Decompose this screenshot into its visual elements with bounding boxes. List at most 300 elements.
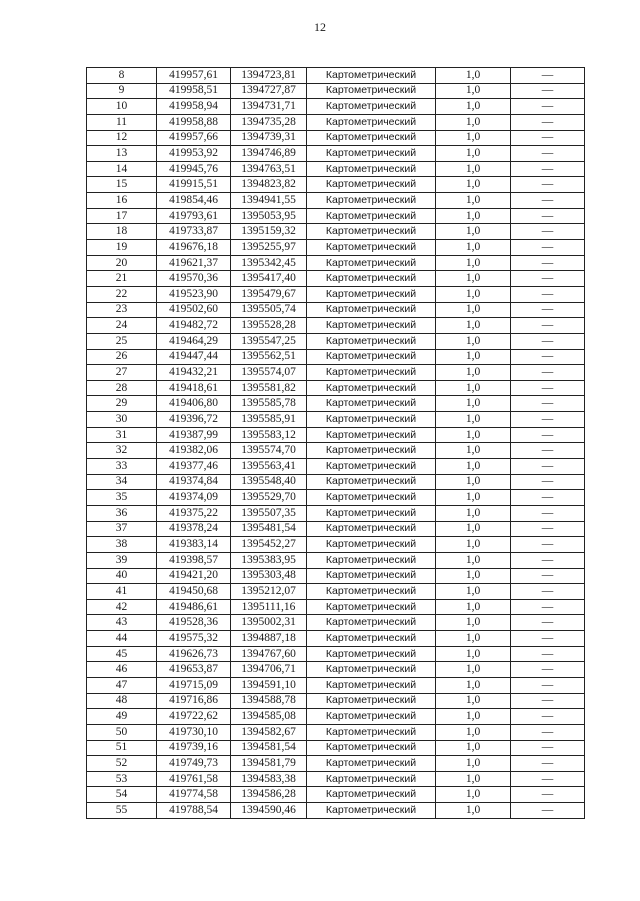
y-coordinate-cell: 1395342,45 xyxy=(231,255,307,271)
point-number-cell: 33 xyxy=(87,459,157,475)
point-number-cell: 26 xyxy=(87,349,157,365)
description-cell: — xyxy=(511,490,585,506)
method-cell: Картометрический xyxy=(307,208,436,224)
point-number-cell: 35 xyxy=(87,490,157,506)
x-coordinate-cell: 419957,66 xyxy=(157,130,231,146)
method-cell: Картометрический xyxy=(307,740,436,756)
x-coordinate-cell: 419406,80 xyxy=(157,396,231,412)
method-cell: Картометрический xyxy=(307,146,436,162)
x-coordinate-cell: 419486,61 xyxy=(157,599,231,615)
description-cell: — xyxy=(511,224,585,240)
y-coordinate-cell: 1394588,78 xyxy=(231,693,307,709)
table-row xyxy=(87,318,585,334)
method-cell: Картометрический xyxy=(307,302,436,318)
description-cell: — xyxy=(511,521,585,537)
method-cell: Картометрический xyxy=(307,459,436,475)
accuracy-cell: 1,0 xyxy=(436,646,511,662)
table-row xyxy=(87,130,585,146)
table-row xyxy=(87,380,585,396)
table-row xyxy=(87,412,585,428)
table-row xyxy=(87,787,585,803)
point-number-cell: 8 xyxy=(87,68,157,84)
point-number-cell: 44 xyxy=(87,631,157,647)
x-coordinate-cell: 419570,36 xyxy=(157,271,231,287)
point-number-cell: 10 xyxy=(87,99,157,115)
table-row xyxy=(87,224,585,240)
accuracy-cell: 1,0 xyxy=(436,271,511,287)
y-coordinate-cell: 1394582,67 xyxy=(231,724,307,740)
x-coordinate-cell: 419774,58 xyxy=(157,787,231,803)
method-cell: Картометрический xyxy=(307,318,436,334)
x-coordinate-cell: 419502,60 xyxy=(157,302,231,318)
accuracy-cell: 1,0 xyxy=(436,552,511,568)
table-row xyxy=(87,396,585,412)
point-number-cell: 54 xyxy=(87,787,157,803)
method-cell: Картометрический xyxy=(307,177,436,193)
table-row xyxy=(87,584,585,600)
x-coordinate-cell: 419464,29 xyxy=(157,333,231,349)
table-row xyxy=(87,693,585,709)
method-cell: Картометрический xyxy=(307,193,436,209)
point-number-cell: 45 xyxy=(87,646,157,662)
table-row xyxy=(87,193,585,209)
table-row xyxy=(87,724,585,740)
accuracy-cell: 1,0 xyxy=(436,474,511,490)
x-coordinate-cell: 419957,61 xyxy=(157,68,231,84)
table-row xyxy=(87,677,585,693)
description-cell: — xyxy=(511,286,585,302)
accuracy-cell: 1,0 xyxy=(436,177,511,193)
accuracy-cell: 1,0 xyxy=(436,631,511,647)
table-row xyxy=(87,521,585,537)
description-cell: — xyxy=(511,365,585,381)
table-row xyxy=(87,709,585,725)
description-cell: — xyxy=(511,333,585,349)
description-cell: — xyxy=(511,756,585,772)
accuracy-cell: 1,0 xyxy=(436,677,511,693)
y-coordinate-cell: 1395255,97 xyxy=(231,240,307,256)
table-row xyxy=(87,177,585,193)
y-coordinate-cell: 1394763,51 xyxy=(231,161,307,177)
description-cell: — xyxy=(511,740,585,756)
description-cell: — xyxy=(511,412,585,428)
method-cell: Картометрический xyxy=(307,615,436,631)
accuracy-cell: 1,0 xyxy=(436,537,511,553)
x-coordinate-cell: 419715,09 xyxy=(157,677,231,693)
point-number-cell: 20 xyxy=(87,255,157,271)
accuracy-cell: 1,0 xyxy=(436,584,511,600)
table-row xyxy=(87,662,585,678)
accuracy-cell: 1,0 xyxy=(436,255,511,271)
y-coordinate-cell: 1394941,55 xyxy=(231,193,307,209)
x-coordinate-cell: 419953,92 xyxy=(157,146,231,162)
table-row xyxy=(87,349,585,365)
coordinates-table xyxy=(86,67,585,819)
method-cell: Картометрический xyxy=(307,568,436,584)
description-cell: — xyxy=(511,646,585,662)
description-cell: — xyxy=(511,724,585,740)
point-number-cell: 42 xyxy=(87,599,157,615)
y-coordinate-cell: 1394731,71 xyxy=(231,99,307,115)
accuracy-cell: 1,0 xyxy=(436,693,511,709)
y-coordinate-cell: 1395452,27 xyxy=(231,537,307,553)
accuracy-cell: 1,0 xyxy=(436,224,511,240)
y-coordinate-cell: 1395053,95 xyxy=(231,208,307,224)
accuracy-cell: 1,0 xyxy=(436,302,511,318)
description-cell: — xyxy=(511,302,585,318)
accuracy-cell: 1,0 xyxy=(436,130,511,146)
x-coordinate-cell: 419958,51 xyxy=(157,83,231,99)
description-cell: — xyxy=(511,803,585,819)
accuracy-cell: 1,0 xyxy=(436,83,511,99)
point-number-cell: 23 xyxy=(87,302,157,318)
method-cell: Картометрический xyxy=(307,161,436,177)
method-cell: Картометрический xyxy=(307,99,436,115)
y-coordinate-cell: 1395111,16 xyxy=(231,599,307,615)
point-number-cell: 32 xyxy=(87,443,157,459)
y-coordinate-cell: 1394581,79 xyxy=(231,756,307,772)
y-coordinate-cell: 1394591,10 xyxy=(231,677,307,693)
x-coordinate-cell: 419788,54 xyxy=(157,803,231,819)
x-coordinate-cell: 419621,37 xyxy=(157,255,231,271)
accuracy-cell: 1,0 xyxy=(436,443,511,459)
x-coordinate-cell: 419528,36 xyxy=(157,615,231,631)
description-cell: — xyxy=(511,99,585,115)
point-number-cell: 40 xyxy=(87,568,157,584)
table-row xyxy=(87,537,585,553)
point-number-cell: 39 xyxy=(87,552,157,568)
point-number-cell: 38 xyxy=(87,537,157,553)
y-coordinate-cell: 1394723,81 xyxy=(231,68,307,84)
method-cell: Картометрический xyxy=(307,412,436,428)
y-coordinate-cell: 1394727,87 xyxy=(231,83,307,99)
method-cell: Картометрический xyxy=(307,787,436,803)
accuracy-cell: 1,0 xyxy=(436,333,511,349)
method-cell: Картометрический xyxy=(307,427,436,443)
accuracy-cell: 1,0 xyxy=(436,505,511,521)
method-cell: Картометрический xyxy=(307,380,436,396)
table-row xyxy=(87,568,585,584)
method-cell: Картометрический xyxy=(307,552,436,568)
y-coordinate-cell: 1394590,46 xyxy=(231,803,307,819)
y-coordinate-cell: 1394583,38 xyxy=(231,771,307,787)
point-number-cell: 52 xyxy=(87,756,157,772)
description-cell: — xyxy=(511,599,585,615)
table-row xyxy=(87,552,585,568)
table-row xyxy=(87,83,585,99)
y-coordinate-cell: 1394585,08 xyxy=(231,709,307,725)
x-coordinate-cell: 419387,99 xyxy=(157,427,231,443)
method-cell: Картометрический xyxy=(307,724,436,740)
method-cell: Картометрический xyxy=(307,255,436,271)
description-cell: — xyxy=(511,677,585,693)
method-cell: Картометрический xyxy=(307,333,436,349)
point-number-cell: 37 xyxy=(87,521,157,537)
point-number-cell: 9 xyxy=(87,83,157,99)
description-cell: — xyxy=(511,568,585,584)
x-coordinate-cell: 419378,24 xyxy=(157,521,231,537)
method-cell: Картометрический xyxy=(307,756,436,772)
method-cell: Картометрический xyxy=(307,349,436,365)
x-coordinate-cell: 419374,84 xyxy=(157,474,231,490)
accuracy-cell: 1,0 xyxy=(436,599,511,615)
point-number-cell: 18 xyxy=(87,224,157,240)
y-coordinate-cell: 1395507,35 xyxy=(231,505,307,521)
x-coordinate-cell: 419749,73 xyxy=(157,756,231,772)
method-cell: Картометрический xyxy=(307,631,436,647)
table-row xyxy=(87,333,585,349)
point-number-cell: 29 xyxy=(87,396,157,412)
point-number-cell: 22 xyxy=(87,286,157,302)
x-coordinate-cell: 419739,16 xyxy=(157,740,231,756)
point-number-cell: 27 xyxy=(87,365,157,381)
table-row xyxy=(87,459,585,475)
point-number-cell: 15 xyxy=(87,177,157,193)
description-cell: — xyxy=(511,240,585,256)
y-coordinate-cell: 1394586,28 xyxy=(231,787,307,803)
table-row xyxy=(87,756,585,772)
y-coordinate-cell: 1395212,07 xyxy=(231,584,307,600)
accuracy-cell: 1,0 xyxy=(436,286,511,302)
x-coordinate-cell: 419676,18 xyxy=(157,240,231,256)
description-cell: — xyxy=(511,771,585,787)
table-row xyxy=(87,255,585,271)
y-coordinate-cell: 1395417,40 xyxy=(231,271,307,287)
method-cell: Картометрический xyxy=(307,240,436,256)
y-coordinate-cell: 1395547,25 xyxy=(231,333,307,349)
y-coordinate-cell: 1394746,89 xyxy=(231,146,307,162)
point-number-cell: 34 xyxy=(87,474,157,490)
y-coordinate-cell: 1394706,71 xyxy=(231,662,307,678)
table-row xyxy=(87,161,585,177)
x-coordinate-cell: 419716,86 xyxy=(157,693,231,709)
accuracy-cell: 1,0 xyxy=(436,146,511,162)
table-row xyxy=(87,490,585,506)
accuracy-cell: 1,0 xyxy=(436,193,511,209)
point-number-cell: 48 xyxy=(87,693,157,709)
description-cell: — xyxy=(511,146,585,162)
y-coordinate-cell: 1394739,31 xyxy=(231,130,307,146)
x-coordinate-cell: 419418,61 xyxy=(157,380,231,396)
y-coordinate-cell: 1395563,41 xyxy=(231,459,307,475)
x-coordinate-cell: 419374,09 xyxy=(157,490,231,506)
method-cell: Картометрический xyxy=(307,130,436,146)
point-number-cell: 14 xyxy=(87,161,157,177)
accuracy-cell: 1,0 xyxy=(436,787,511,803)
description-cell: — xyxy=(511,693,585,709)
point-number-cell: 53 xyxy=(87,771,157,787)
description-cell: — xyxy=(511,130,585,146)
x-coordinate-cell: 419398,57 xyxy=(157,552,231,568)
accuracy-cell: 1,0 xyxy=(436,521,511,537)
table-row xyxy=(87,427,585,443)
x-coordinate-cell: 419793,61 xyxy=(157,208,231,224)
method-cell: Картометрический xyxy=(307,537,436,553)
point-number-cell: 50 xyxy=(87,724,157,740)
table-row xyxy=(87,68,585,84)
accuracy-cell: 1,0 xyxy=(436,161,511,177)
point-number-cell: 17 xyxy=(87,208,157,224)
y-coordinate-cell: 1395505,74 xyxy=(231,302,307,318)
method-cell: Картометрический xyxy=(307,286,436,302)
point-number-cell: 43 xyxy=(87,615,157,631)
x-coordinate-cell: 419482,72 xyxy=(157,318,231,334)
table-row xyxy=(87,443,585,459)
y-coordinate-cell: 1395585,78 xyxy=(231,396,307,412)
x-coordinate-cell: 419421,20 xyxy=(157,568,231,584)
x-coordinate-cell: 419375,22 xyxy=(157,505,231,521)
description-cell: — xyxy=(511,161,585,177)
description-cell: — xyxy=(511,380,585,396)
description-cell: — xyxy=(511,193,585,209)
description-cell: — xyxy=(511,537,585,553)
y-coordinate-cell: 1394887,18 xyxy=(231,631,307,647)
table-row xyxy=(87,365,585,381)
method-cell: Картометрический xyxy=(307,68,436,84)
x-coordinate-cell: 419396,72 xyxy=(157,412,231,428)
table-row xyxy=(87,599,585,615)
accuracy-cell: 1,0 xyxy=(436,662,511,678)
y-coordinate-cell: 1395528,28 xyxy=(231,318,307,334)
table-row xyxy=(87,771,585,787)
point-number-cell: 55 xyxy=(87,803,157,819)
method-cell: Картометрический xyxy=(307,599,436,615)
description-cell: — xyxy=(511,68,585,84)
x-coordinate-cell: 419854,46 xyxy=(157,193,231,209)
point-number-cell: 16 xyxy=(87,193,157,209)
table-row xyxy=(87,302,585,318)
accuracy-cell: 1,0 xyxy=(436,240,511,256)
description-cell: — xyxy=(511,552,585,568)
point-number-cell: 28 xyxy=(87,380,157,396)
accuracy-cell: 1,0 xyxy=(436,803,511,819)
description-cell: — xyxy=(511,443,585,459)
x-coordinate-cell: 419523,90 xyxy=(157,286,231,302)
description-cell: — xyxy=(511,709,585,725)
accuracy-cell: 1,0 xyxy=(436,208,511,224)
method-cell: Картометрический xyxy=(307,803,436,819)
table-row xyxy=(87,803,585,819)
table-row xyxy=(87,615,585,631)
table-row xyxy=(87,240,585,256)
y-coordinate-cell: 1395002,31 xyxy=(231,615,307,631)
accuracy-cell: 1,0 xyxy=(436,740,511,756)
accuracy-cell: 1,0 xyxy=(436,724,511,740)
point-number-cell: 21 xyxy=(87,271,157,287)
accuracy-cell: 1,0 xyxy=(436,380,511,396)
accuracy-cell: 1,0 xyxy=(436,771,511,787)
point-number-cell: 12 xyxy=(87,130,157,146)
method-cell: Картометрический xyxy=(307,224,436,240)
x-coordinate-cell: 419432,21 xyxy=(157,365,231,381)
y-coordinate-cell: 1395583,12 xyxy=(231,427,307,443)
method-cell: Картометрический xyxy=(307,443,436,459)
accuracy-cell: 1,0 xyxy=(436,459,511,475)
y-coordinate-cell: 1394581,54 xyxy=(231,740,307,756)
accuracy-cell: 1,0 xyxy=(436,568,511,584)
description-cell: — xyxy=(511,318,585,334)
y-coordinate-cell: 1395585,91 xyxy=(231,412,307,428)
x-coordinate-cell: 419447,44 xyxy=(157,349,231,365)
description-cell: — xyxy=(511,349,585,365)
table-row xyxy=(87,146,585,162)
method-cell: Картометрический xyxy=(307,490,436,506)
point-number-cell: 49 xyxy=(87,709,157,725)
x-coordinate-cell: 419722,62 xyxy=(157,709,231,725)
coordinates-table-body xyxy=(87,68,585,819)
x-coordinate-cell: 419945,76 xyxy=(157,161,231,177)
point-number-cell: 30 xyxy=(87,412,157,428)
y-coordinate-cell: 1395562,51 xyxy=(231,349,307,365)
y-coordinate-cell: 1395548,40 xyxy=(231,474,307,490)
y-coordinate-cell: 1395479,67 xyxy=(231,286,307,302)
x-coordinate-cell: 419383,14 xyxy=(157,537,231,553)
description-cell: — xyxy=(511,427,585,443)
method-cell: Картометрический xyxy=(307,396,436,412)
point-number-cell: 24 xyxy=(87,318,157,334)
x-coordinate-cell: 419382,06 xyxy=(157,443,231,459)
point-number-cell: 51 xyxy=(87,740,157,756)
point-number-cell: 36 xyxy=(87,505,157,521)
method-cell: Картометрический xyxy=(307,693,436,709)
method-cell: Картометрический xyxy=(307,646,436,662)
description-cell: — xyxy=(511,396,585,412)
method-cell: Картометрический xyxy=(307,271,436,287)
y-coordinate-cell: 1394735,28 xyxy=(231,114,307,130)
table-row xyxy=(87,271,585,287)
accuracy-cell: 1,0 xyxy=(436,756,511,772)
x-coordinate-cell: 419733,87 xyxy=(157,224,231,240)
accuracy-cell: 1,0 xyxy=(436,615,511,631)
y-coordinate-cell: 1395581,82 xyxy=(231,380,307,396)
table-row xyxy=(87,646,585,662)
description-cell: — xyxy=(511,83,585,99)
description-cell: — xyxy=(511,662,585,678)
x-coordinate-cell: 419958,88 xyxy=(157,114,231,130)
x-coordinate-cell: 419958,94 xyxy=(157,99,231,115)
table-row xyxy=(87,208,585,224)
x-coordinate-cell: 419915,51 xyxy=(157,177,231,193)
description-cell: — xyxy=(511,208,585,224)
description-cell: — xyxy=(511,584,585,600)
description-cell: — xyxy=(511,474,585,490)
method-cell: Картометрический xyxy=(307,83,436,99)
table-row xyxy=(87,631,585,647)
method-cell: Картометрический xyxy=(307,771,436,787)
point-number-cell: 46 xyxy=(87,662,157,678)
y-coordinate-cell: 1395574,07 xyxy=(231,365,307,381)
point-number-cell: 41 xyxy=(87,584,157,600)
table-row xyxy=(87,99,585,115)
description-cell: — xyxy=(511,459,585,475)
point-number-cell: 25 xyxy=(87,333,157,349)
y-coordinate-cell: 1394767,60 xyxy=(231,646,307,662)
description-cell: — xyxy=(511,631,585,647)
accuracy-cell: 1,0 xyxy=(436,68,511,84)
y-coordinate-cell: 1395303,48 xyxy=(231,568,307,584)
accuracy-cell: 1,0 xyxy=(436,365,511,381)
y-coordinate-cell: 1395574,70 xyxy=(231,443,307,459)
method-cell: Картометрический xyxy=(307,521,436,537)
y-coordinate-cell: 1394823,82 xyxy=(231,177,307,193)
method-cell: Картометрический xyxy=(307,584,436,600)
table-row xyxy=(87,740,585,756)
method-cell: Картометрический xyxy=(307,677,436,693)
method-cell: Картометрический xyxy=(307,365,436,381)
y-coordinate-cell: 1395383,95 xyxy=(231,552,307,568)
description-cell: — xyxy=(511,615,585,631)
accuracy-cell: 1,0 xyxy=(436,349,511,365)
